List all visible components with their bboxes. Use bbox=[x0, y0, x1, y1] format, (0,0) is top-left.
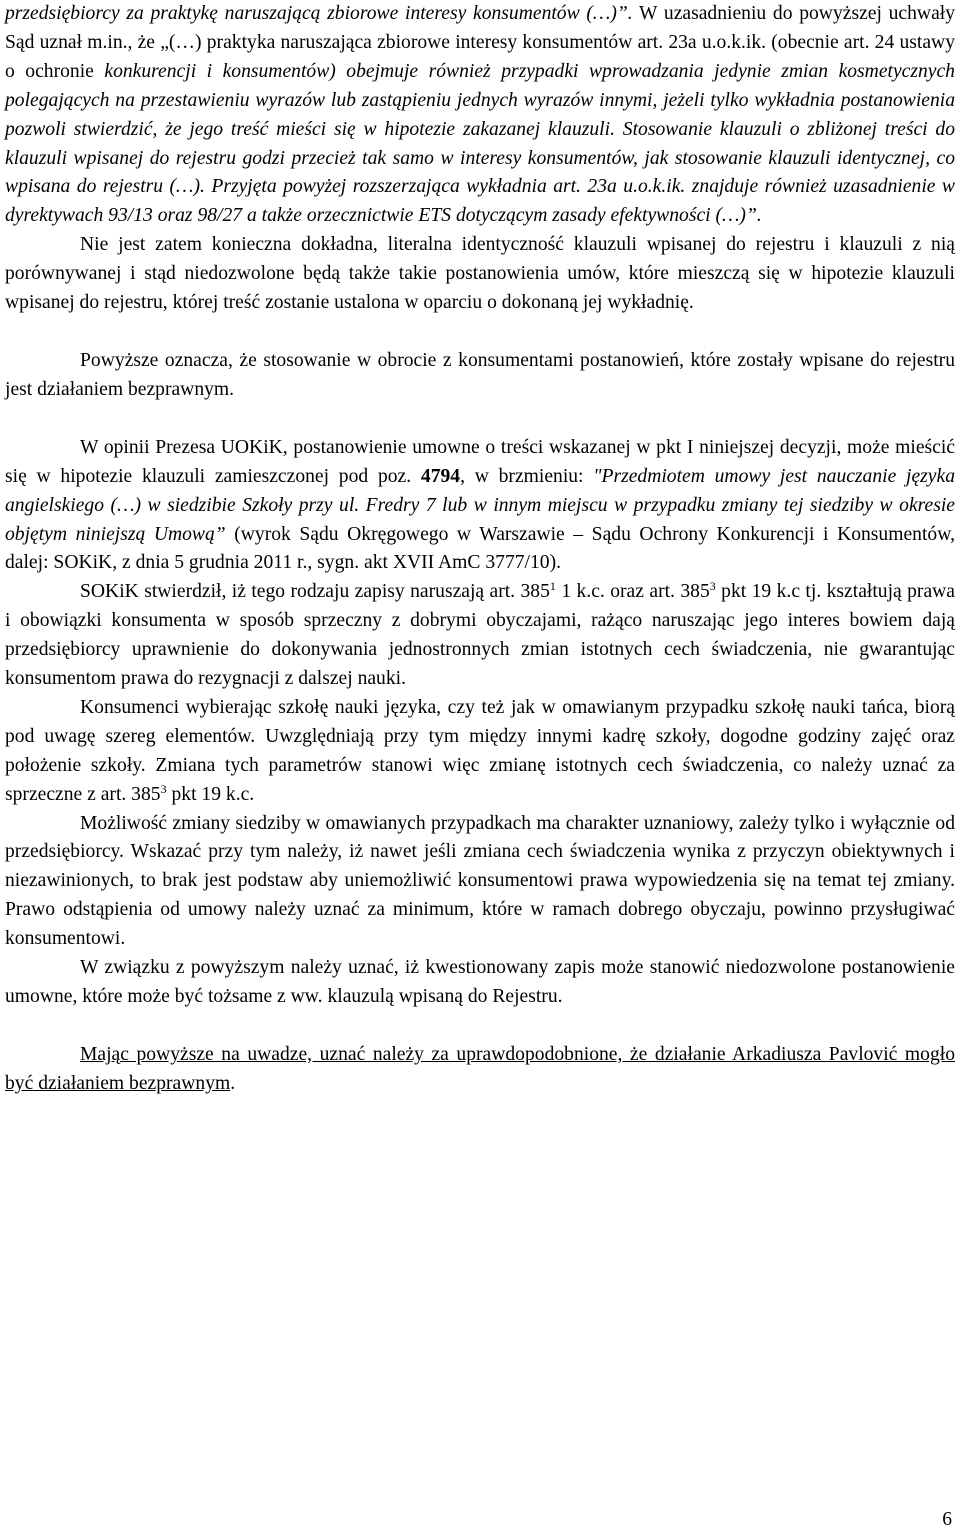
paragraph-discretionary-change: Możliwość zmiany siedziby w omawianych przypadkach ma charakter uznaniowy, zależy tylko i wyłącznie od przedsiębiorcy. Wskazać przy tym należy, iż nawet jeśli zmiana cech świadczenia wynika z przyczyn obiektywnych i niezawinionych, to brak jest podstaw aby uniemożliwić konsumentowi prawa wypowiedzenia się na temat tej zmiany. Prawo odstąpienia od umowy należy uznać za minimum, które w ramach dobrego obyczaju, powinno przysługiwać konsumentowi. bbox=[5, 812, 955, 950]
consumers-text-b: pkt 19 k.c. bbox=[166, 783, 255, 805]
court-citation: (wyrok Sądu Okręgowego w Warszawie – Sądu Ochrony Konkurencji i Konsumentów, dalej: SOKiK, z dnia 5 grudnia 2011 r., sygn. akt XVII AmC 3777/10). bbox=[5, 523, 955, 574]
spacer bbox=[5, 318, 955, 347]
sokik-text-b: 1 k.c. oraz art. 385 bbox=[555, 581, 710, 603]
final-conclusion-underlined: Mając powyższe na uwadze, uznać należy za uprawdopodobnione, że działanie Arkadiusza Pavlović mogło być działaniem bezprawnym bbox=[5, 1043, 955, 1094]
paragraph-final-conclusion bbox=[5, 1041, 955, 1099]
clause-number: 4794 bbox=[420, 465, 461, 487]
paragraph-opinion bbox=[5, 434, 955, 579]
document-page bbox=[5, 0, 955, 1099]
sokik-text-c: pkt 19 k.c tj. kształtują prawa i obowiązki konsumenta w sposób sprzeczny z dobrymi obyczajami, rażąco naruszając jego interes bowiem dają przedsiębiorcy uprawnienie do dokonywania jednostronnych zmian istotnych cech świadczenia, nie gwarantując konsumentom prawa do rezygnacji z dalszej nauki. bbox=[5, 581, 956, 690]
paragraph-identity: Nie jest zatem konieczna dokładna, literalna identyczność klauzuli wpisanej do rejestru i klauzuli z nią porównywanej i stąd niedozwolone będą także takie postanowienia umów, które mieszczą się w hipotezie klauzuli wpisanej do rejestru, której treść zostanie ustalona w oparciu o dokonaną jej wykładnię. bbox=[5, 234, 955, 314]
paragraph-conclusion-unlawful: Powyższe oznacza, że stosowanie w obrocie z konsumentami postanowień, które zostały wpisane do rejestru jest działaniem bezprawnym. bbox=[5, 349, 955, 400]
spacer bbox=[5, 405, 955, 434]
consumers-text-a: Konsumenci wybierając szkołę nauki języka, czy też jak w omawianym przypadku szkołę nauki tańca, biorą pod uwagę szereg elementów. Uwzględniają przy tym między innymi kadrę szkoły, dogodne godziny zajęć oraz położenie szkoły. Zmiana tych parametrów stanowi więc zmianę istotnych cech świadczenia, co należy uznać za sprzeczne z art. 385 bbox=[5, 696, 955, 805]
opinion-text-2: , w brzmieniu: bbox=[460, 465, 594, 487]
sokik-text-a: SOKiK stwierdził, iż tego rodzaju zapisy naruszają art. 385 bbox=[80, 581, 550, 603]
paragraph-quote-continuation bbox=[5, 0, 955, 231]
paragraph-sokik bbox=[5, 578, 955, 694]
quote-text-italic-2: konkurencji i konsumentów) obejmuje również przypadki wprowadzania jedynie zmian kosmetycznych polegających na przestawieniu wyrazów lub zastąpieniu jednych wyrazów innymi, jeżeli tylko wykładnia postanowienia pozwoli stwierdzić, że jego treść mieści się w hipotezie zakazanej klauzuli. Stosowanie klauzuli o zbliżonej treści do klauzuli wpisanej do rejestru godzi przecież tak samo w interesy konsumentów, jak stosowanie klauzuli identycznej, co wpisana do rejestru (…). Przyjęta powyżej rozszerzająca wykładnia art. 23a u.o.k.ik. znajduje również uzasadnienie w dyrektywach 93/13 oraz 98/27 a także orzecznictwie ETS dotyczącym zasady efektywności (…)”. bbox=[5, 60, 955, 227]
page-number: 6 bbox=[942, 1509, 952, 1530]
quote-text-roman-1: W uzasadnieniu do powyższej uchwały Sąd uznał m.in., że „(…) praktyka naruszająca zbiorowe interesy konsumentów art. 23a u.o.k.ik. (obecnie art. 24 ustawy o ochronie bbox=[5, 3, 956, 82]
superscript-1: 1 bbox=[549, 579, 556, 594]
spacer bbox=[5, 1012, 955, 1041]
superscript-3b: 3 bbox=[160, 781, 167, 796]
paragraph-questioned-clause: W związku z powyższym należy uznać, iż kwestionowany zapis może stanowić niedozwolone postanowienie umowne, które może być tożsame z ww. klauzulą wpisaną do Rejestru. bbox=[5, 957, 955, 1007]
clause-quote: "Przedmiotem umowy jest nauczanie języka angielskiego (…) w siedzibie Szkoły przy ul. Fredry 7 lub w innym miejscu w przypadku zmiany tej siedziby w okresie objętym niniejszą Umową” bbox=[5, 465, 955, 545]
quote-text-italic-1: przedsiębiorcy za praktykę naruszającą zbiorowe interesy konsumentów (…)”. bbox=[5, 3, 633, 24]
opinion-text: W opinii Prezesa UOKiK, postanowienie umowne o treści wskazanej w pkt I niniejszej decyzji, może mieścić się w hipotezie klauzuli zamieszczonej pod poz. bbox=[5, 436, 955, 487]
final-conclusion-period: . bbox=[230, 1072, 236, 1094]
paragraph-consumers bbox=[5, 694, 955, 810]
superscript-3: 3 bbox=[709, 579, 716, 594]
